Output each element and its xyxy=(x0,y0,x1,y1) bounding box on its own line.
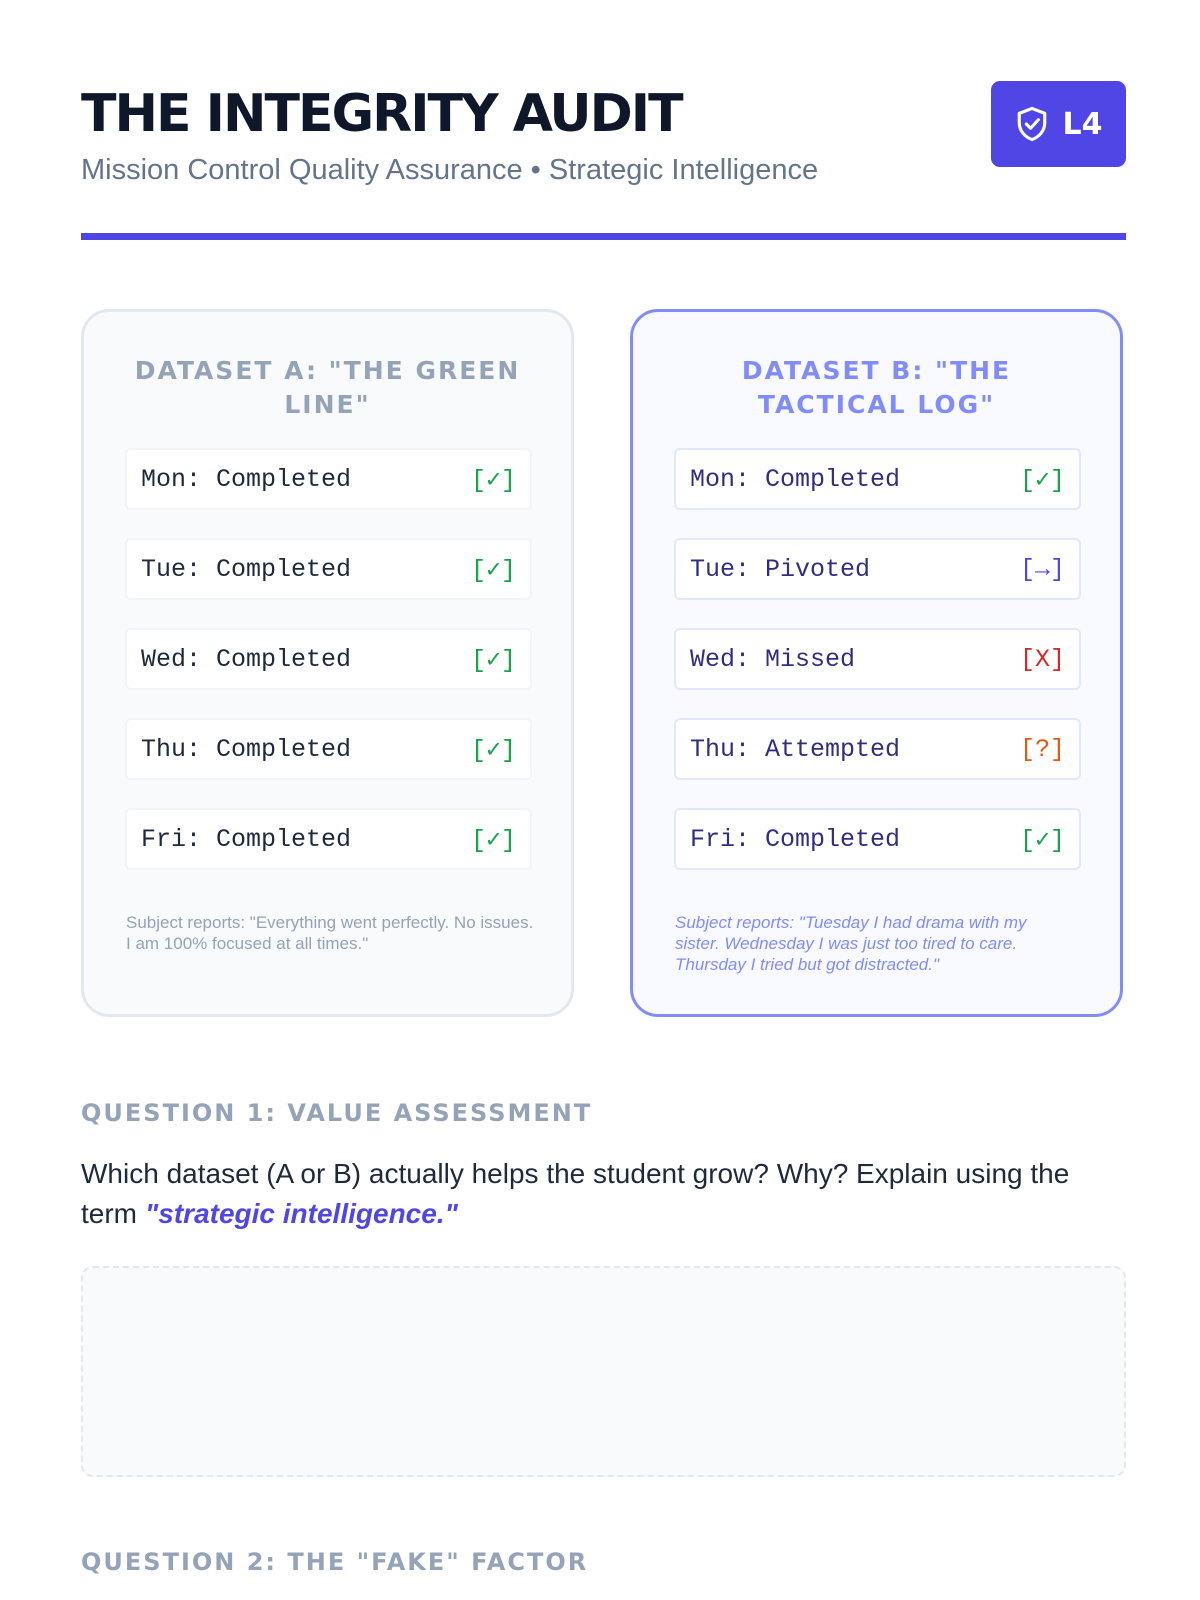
log-row xyxy=(125,808,532,870)
log-row xyxy=(674,448,1081,510)
log-row xyxy=(125,538,532,600)
status-mark: [X] xyxy=(1019,644,1065,674)
log-row xyxy=(125,628,532,690)
question-1-answer-box[interactable] xyxy=(81,1266,1126,1477)
log-entry-text: Thu: Attempted xyxy=(690,734,901,764)
status-mark: [→] xyxy=(1019,554,1065,584)
page-subtitle: Mission Control Quality Assurance • Strategic Intelligence xyxy=(81,154,819,186)
log-entry-text: Fri: Completed xyxy=(141,824,352,854)
page-title: THE INTEGRITY AUDIT xyxy=(81,84,682,144)
status-mark: [✓] xyxy=(470,735,516,765)
question-1-term: "strategic intelligence." xyxy=(145,1198,458,1229)
log-entry-text: Tue: Pivoted xyxy=(690,554,871,584)
log-row xyxy=(125,718,532,780)
log-row xyxy=(125,448,532,510)
dataset-b-card xyxy=(630,309,1123,1017)
question-1-text: Which dataset (A or B) actually helps the student grow? Why? Explain using the term xyxy=(81,1158,1070,1229)
status-mark: [?] xyxy=(1019,734,1065,764)
header-divider xyxy=(81,233,1126,240)
dataset-b-log xyxy=(674,448,1081,898)
log-entry-text: Wed: Missed xyxy=(690,644,856,674)
log-entry-text: Mon: Completed xyxy=(141,464,352,494)
question-1-label: QUESTION 1: VALUE ASSESSMENT xyxy=(81,1099,593,1127)
status-mark: [✓] xyxy=(470,555,516,585)
log-row xyxy=(674,628,1081,690)
datasets-section xyxy=(81,309,1126,1017)
status-mark: [✓] xyxy=(1019,825,1065,855)
log-entry-text: Tue: Completed xyxy=(141,554,352,584)
log-row xyxy=(674,718,1081,780)
dataset-a-report: Subject reports: "Everything went perfectly. No issues. I am 100% focused at all times." xyxy=(126,913,534,953)
level-label: L4 xyxy=(1062,106,1103,142)
dataset-b-report: Subject reports: "Tuesday I had drama with my sister. Wednesday I was just too tired to care. Thursday I tried but got distracted." xyxy=(675,913,1027,974)
level-badge xyxy=(991,81,1126,167)
dataset-a-log xyxy=(125,448,532,898)
status-mark: [✓] xyxy=(470,465,516,495)
status-mark: [✓] xyxy=(470,645,516,675)
status-mark: [✓] xyxy=(470,825,516,855)
header xyxy=(81,0,1126,240)
worksheet-page xyxy=(81,0,1126,1576)
dataset-b-title: DATASET B: "THE TACTICAL LOG" xyxy=(741,356,1012,419)
dataset-a-card xyxy=(81,309,574,1017)
log-entry-text: Thu: Completed xyxy=(141,734,352,764)
log-row xyxy=(674,808,1081,870)
shield-check-icon xyxy=(1015,105,1049,143)
log-entry-text: Fri: Completed xyxy=(690,824,901,854)
question-2-label: QUESTION 2: THE "FAKE" FACTOR xyxy=(81,1548,589,1576)
dataset-a-title: DATASET A: "THE GREEN LINE" xyxy=(134,356,521,419)
question-1-prompt xyxy=(81,1154,1126,1234)
log-entry-text: Wed: Completed xyxy=(141,644,352,674)
status-mark: [✓] xyxy=(1019,465,1065,495)
log-row xyxy=(674,538,1081,600)
log-entry-text: Mon: Completed xyxy=(690,464,901,494)
